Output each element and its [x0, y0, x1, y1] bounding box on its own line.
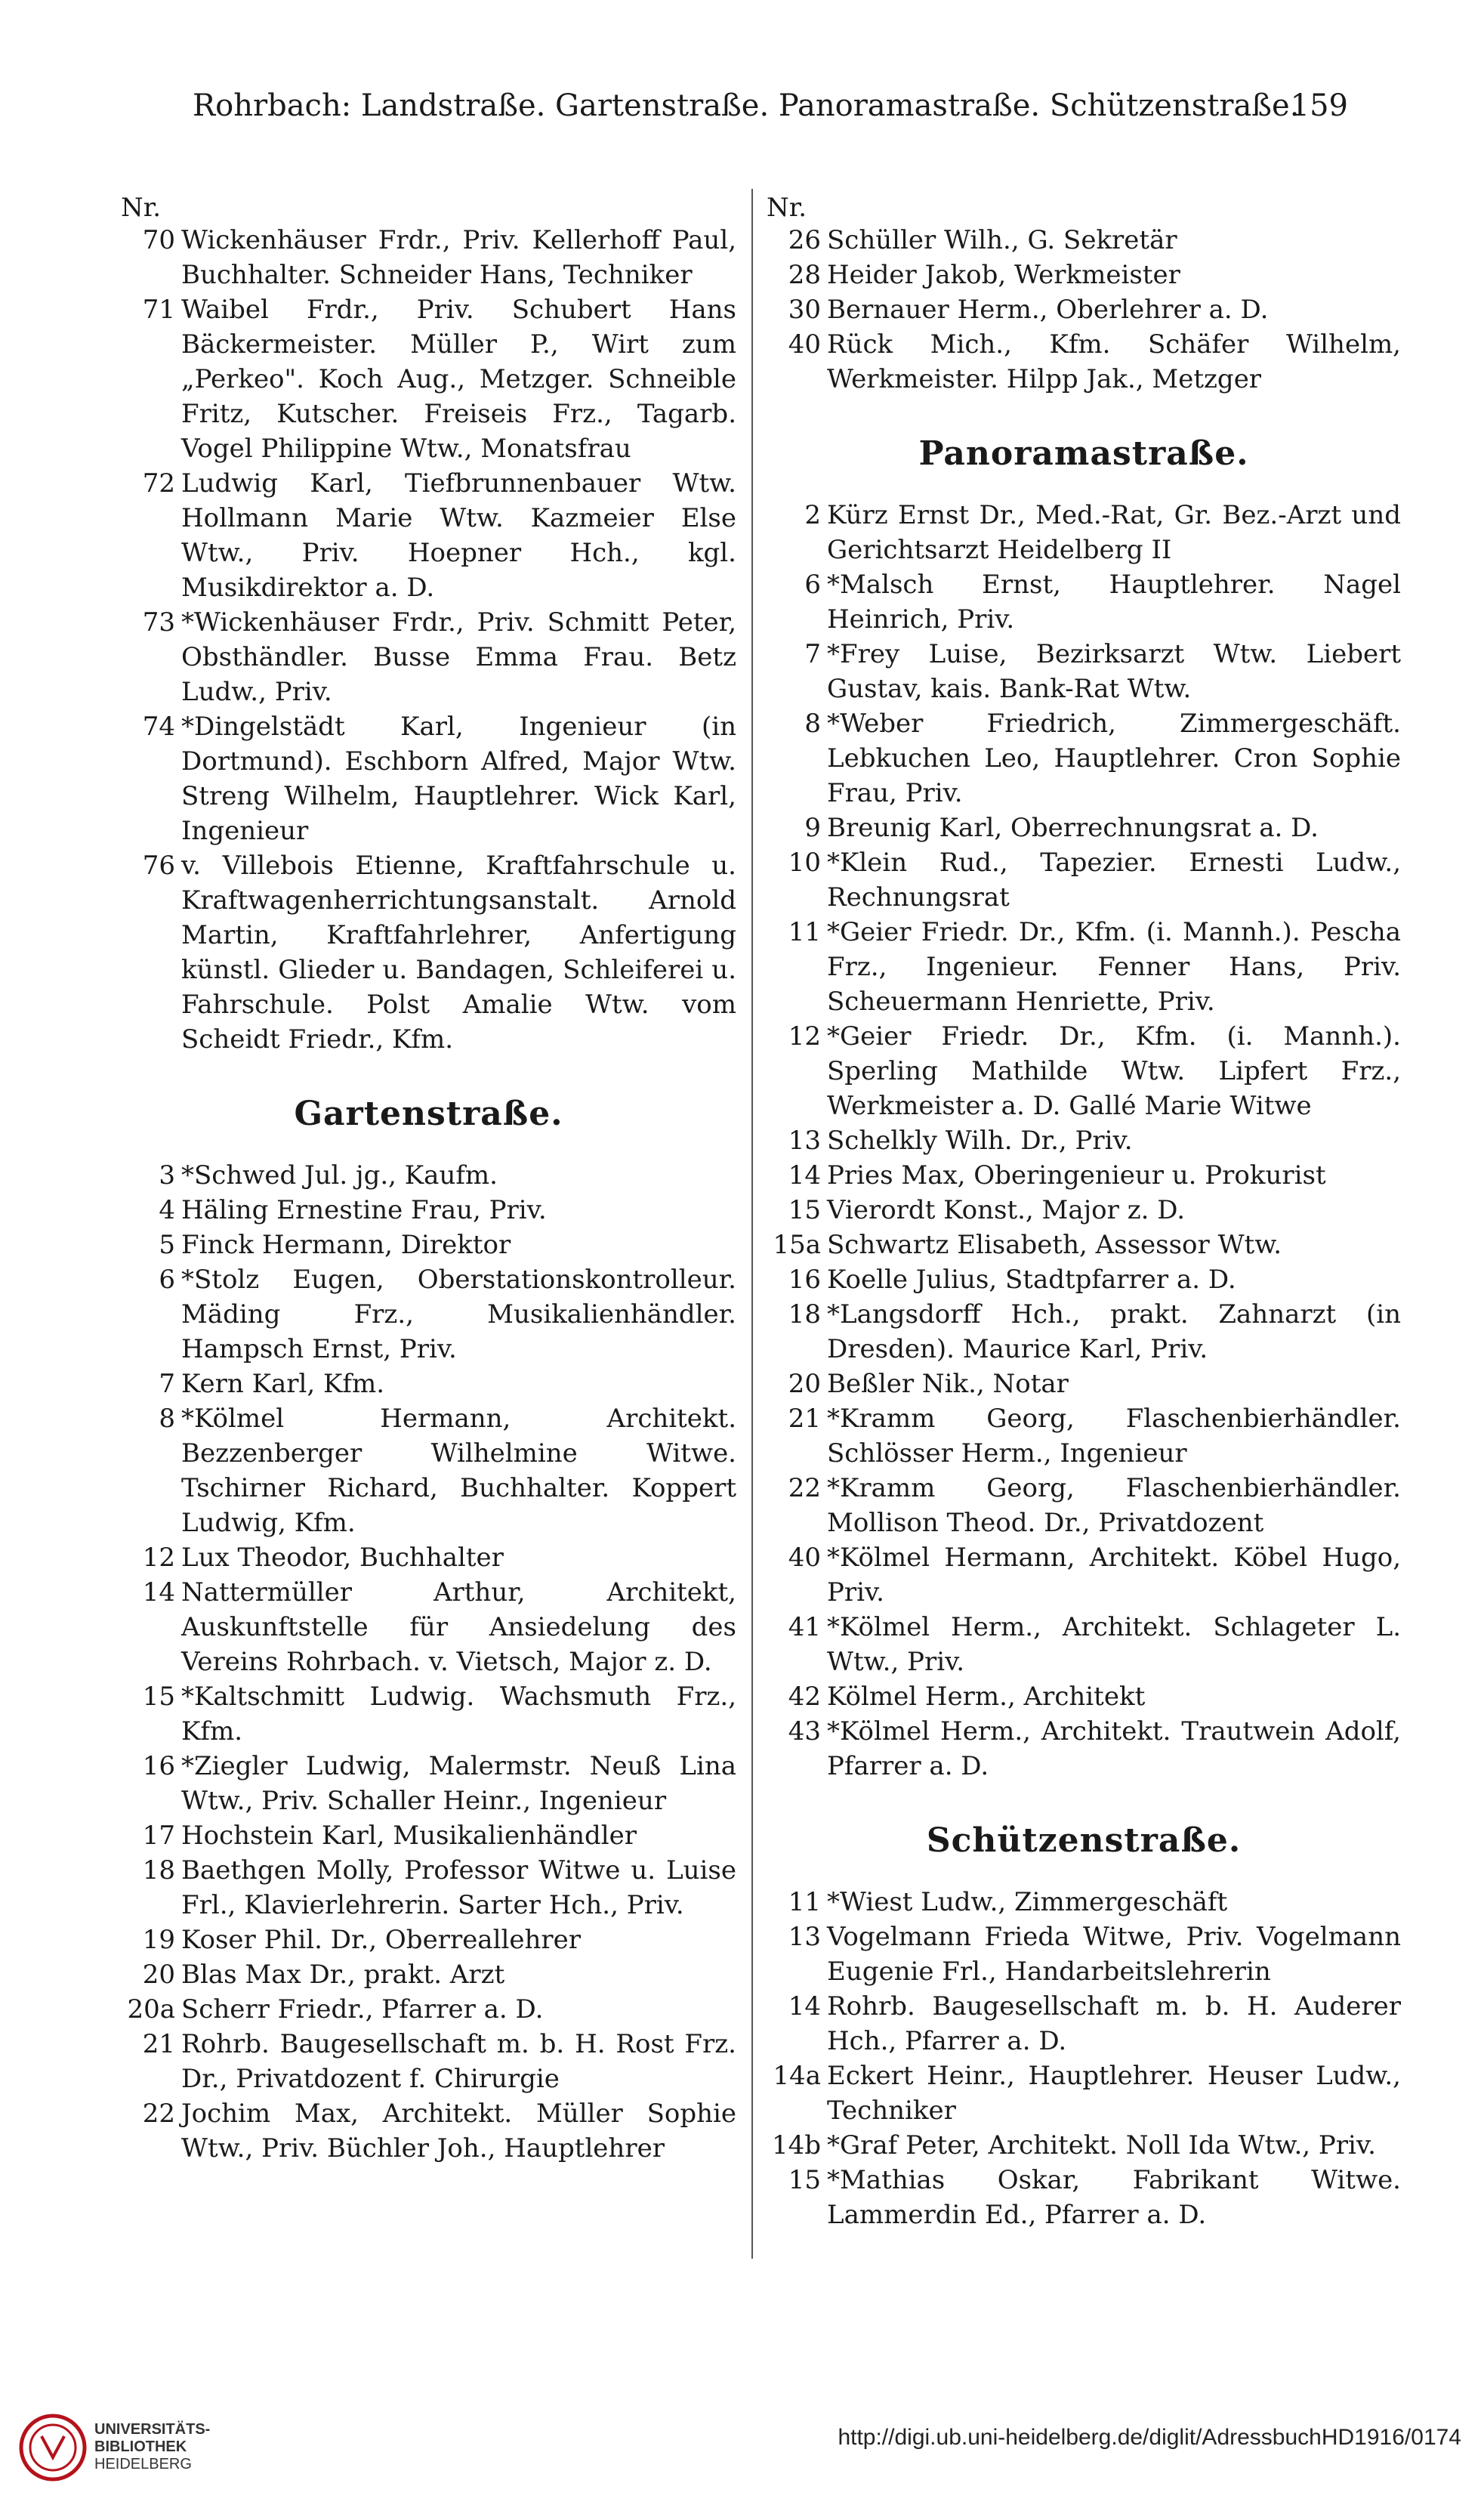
house-number: 5 [159, 1230, 175, 1260]
entries-schuetzenstrasse [767, 1885, 1401, 2232]
resident-listing: Kölmel Herm., Architekt [827, 1682, 1146, 1712]
directory-entry [767, 1019, 1401, 1123]
directory-entry [767, 1540, 1401, 1610]
resident-listing: Kern Karl, Kfm. [181, 1369, 385, 1399]
house-number: 76 [142, 851, 175, 881]
directory-entry [767, 498, 1401, 567]
resident-listing: *Weber Friedrich, Zimmergeschäft. Lebkuchen Leo, Hauptlehrer. Cron Sophie Frau, Priv. [827, 709, 1401, 808]
right-column [767, 193, 1401, 2232]
house-number: 71 [142, 295, 175, 325]
house-number: 21 [788, 1404, 821, 1434]
directory-entry [121, 1262, 736, 1367]
house-number: 42 [788, 1682, 821, 1712]
resident-listing: Rohrb. Baugesellschaft m. b. H. Rost Frz. Dr., Privatdozent f. Chirurgie [181, 2029, 736, 2094]
directory-entry [121, 1228, 736, 1262]
directory-entry [767, 1471, 1401, 1540]
directory-entry [767, 1610, 1401, 1679]
house-number: 18 [788, 1299, 821, 1330]
house-number: 7 [159, 1369, 175, 1399]
university-library-logo-icon [19, 2414, 87, 2482]
house-number: 26 [788, 225, 821, 255]
directory-entry [767, 2163, 1401, 2232]
resident-listing: Bernauer Herm., Oberlehrer a. D. [827, 295, 1269, 325]
source-url-link[interactable]: http://digi.ub.uni-heidelberg.de/diglit/AdressbuchHD1916/0174 [838, 2425, 1461, 2450]
resident-listing: Wickenhäuser Frdr., Priv. Kellerhoff Paul, Buchhalter. Schneider Hans, Techniker [181, 225, 736, 290]
house-number: 12 [142, 1543, 175, 1573]
house-number: 6 [159, 1265, 175, 1295]
resident-listing: *Geier Friedr. Dr., Kfm. (i. Mannh.). Sperling Mathilde Wtw. Lipfert Frz., Werkmeister a. D. Gallé Marie Witwe [827, 1021, 1401, 1121]
resident-listing: *Kölmel Herm., Architekt. Trautwein Adolf, Pfarrer a. D. [827, 1716, 1401, 1781]
directory-entry [767, 845, 1401, 915]
house-number: 14 [142, 1577, 175, 1608]
resident-listing: Schelkly Wilh. Dr., Priv. [827, 1126, 1133, 1156]
directory-entry [767, 1679, 1401, 1714]
directory-entry [767, 1297, 1401, 1367]
resident-listing: *Wiest Ludw., Zimmergeschäft [827, 1887, 1228, 1917]
resident-listing: v. Villebois Etienne, Kraftfahrschule u. Kraftwagenherrichtungsanstalt. Arnold Martin, Kraftfahrlehrer, Anfertigung künstl. Glieder u. Bandagen, Schleiferei u. Fahrschule. Polst Amalie Wtw. vom Scheidt Friedr., Kfm. [181, 851, 736, 1055]
resident-listing: Blas Max Dr., prakt. Arzt [181, 1960, 505, 1990]
footer [0, 2402, 1484, 2485]
house-number: 7 [804, 639, 821, 669]
resident-listing: Beßler Nik., Notar [827, 1369, 1069, 1399]
directory-entry [121, 2096, 736, 2166]
resident-listing: Vogelmann Frieda Witwe, Priv. Vogelmann Eugenie Frl., Handarbeitslehrerin [827, 1922, 1401, 1987]
resident-listing: Lux Theodor, Buchhalter [181, 1543, 504, 1573]
house-number: 15 [788, 1195, 821, 1225]
house-number: 20a [127, 1994, 175, 2025]
directory-entry [767, 1193, 1401, 1228]
house-number: 74 [142, 712, 175, 742]
section-title-schuetzenstrasse: Schützenstraße. [926, 1821, 1242, 1860]
directory-entry [767, 2128, 1401, 2163]
house-number: 73 [142, 607, 175, 638]
directory-entry [767, 1920, 1401, 1989]
directory-entry [121, 1575, 736, 1679]
directory-entry [121, 1818, 736, 1853]
directory-entry [767, 567, 1401, 637]
directory-entry [121, 1749, 736, 1818]
resident-listing: Hochstein Karl, Musikalienhändler [181, 1821, 637, 1851]
directory-entry [767, 1367, 1401, 1401]
resident-listing: *Dingelstädt Karl, Ingenieur (in Dortmund). Eschborn Alfred, Major Wtw. Streng Wilhelm, Hauptlehrer. Wick Karl, Ingenieur [181, 712, 736, 846]
house-number: 16 [788, 1265, 821, 1295]
resident-listing: Rück Mich., Kfm. Schäfer Wilhelm, Werkmeister. Hilpp Jak., Metzger [827, 329, 1401, 394]
house-number: 22 [788, 1473, 821, 1503]
resident-listing: *Langsdorff Hch., prakt. Zahnarzt (in Dresden). Maurice Karl, Priv. [827, 1299, 1401, 1364]
resident-listing: Finck Hermann, Direktor [181, 1230, 511, 1260]
directory-entry [767, 1158, 1401, 1193]
resident-listing: *Kaltschmitt Ludwig. Wachsmuth Frz., Kfm. [181, 1682, 736, 1747]
house-number: 18 [142, 1855, 175, 1886]
house-number: 14b [771, 2130, 821, 2160]
directory-entry [767, 915, 1401, 1019]
house-number: 72 [142, 468, 175, 499]
house-number: 4 [159, 1195, 175, 1225]
house-number: 2 [804, 500, 821, 530]
resident-listing: Schwartz Elisabeth, Assessor Wtw. [827, 1230, 1282, 1260]
resident-listing: *Ziegler Ludwig, Malermstr. Neuß Lina Wtw., Priv. Schaller Heinr., Ingenieur [181, 1751, 736, 1816]
directory-entry [767, 706, 1401, 811]
house-number: 15a [773, 1230, 821, 1260]
directory-entry [121, 1540, 736, 1575]
resident-listing: Baethgen Molly, Professor Witwe u. Luise Frl., Klavierlehrerin. Sarter Hch., Priv. [181, 1855, 736, 1920]
house-number: 14a [773, 2061, 821, 2091]
house-number: 13 [788, 1126, 821, 1156]
directory-entry [767, 1262, 1401, 1297]
left-column [121, 193, 736, 2166]
house-number: 11 [788, 1887, 821, 1917]
resident-listing: Rohrb. Baugesellschaft m. b. H. Auderer Hch., Pfarrer a. D. [827, 1991, 1401, 2056]
house-number: 14 [788, 1160, 821, 1191]
resident-listing: *Kölmel Herm., Architekt. Schlageter L. Wtw., Priv. [827, 1612, 1401, 1677]
house-number: 9 [804, 813, 821, 843]
house-number: 40 [788, 1543, 821, 1573]
house-number: 8 [159, 1404, 175, 1434]
column-divider [751, 189, 753, 2259]
entries-landstrasse [121, 223, 736, 1057]
resident-listing: Ludwig Karl, Tiefbrunnenbauer Wtw. Hollmann Marie Wtw. Kazmeier Else Wtw., Priv. Hoepner Hch., kgl. Musikdirektor a. D. [181, 468, 736, 603]
house-number: 70 [142, 225, 175, 255]
house-number: 3 [159, 1160, 175, 1191]
directory-entry [767, 1123, 1401, 1158]
directory-entry [121, 2027, 736, 2096]
page-number: 159 [1290, 88, 1348, 123]
resident-listing: Breunig Karl, Oberrechnungsrat a. D. [827, 813, 1319, 843]
resident-listing: Jochim Max, Architekt. Müller Sophie Wtw., Priv. Büchler Joh., Hauptlehrer [181, 2099, 736, 2164]
house-number: 12 [788, 1021, 821, 1052]
directory-entry [121, 1158, 736, 1193]
resident-listing: Kürz Ernst Dr., Med.-Rat, Gr. Bez.-Arzt und Gerichtsarzt Heidelberg II [827, 500, 1401, 565]
directory-entry [121, 1679, 736, 1749]
directory-entry [121, 1853, 736, 1923]
directory-entry [767, 1401, 1401, 1471]
directory-entry [121, 605, 736, 709]
resident-listing: Waibel Frdr., Priv. Schubert Hans Bäckermeister. Müller P., Wirt zum „Perkeo". Koch Aug., Metzger. Schneible Fritz, Kutscher. Freiseis Frz., Tagarb. Vogel Philippine Wtw., Monatsfrau [181, 295, 736, 464]
resident-listing: *Kölmel Hermann, Architekt. Bezzenberger Wilhelmine Witwe. Tschirner Richard, Buchhalter. Koppert Ludwig, Kfm. [181, 1404, 736, 1538]
house-number: 13 [788, 1922, 821, 1952]
resident-listing: Häling Ernestine Frau, Priv. [181, 1195, 547, 1225]
section-title-panoramastrasse: Panoramastraße. [918, 434, 1249, 473]
section-title-gartenstrasse: Gartenstraße. [294, 1095, 563, 1133]
resident-listing: Eckert Heinr., Hauptlehrer. Heuser Ludw., Techniker [827, 2061, 1401, 2126]
resident-listing: *Mathias Oskar, Fabrikant Witwe. Lammerdin Ed., Pfarrer a. D. [827, 2165, 1401, 2230]
directory-entry [121, 1992, 736, 2027]
directory-entry [767, 1885, 1401, 1920]
house-number: 17 [142, 1821, 175, 1851]
directory-entry [767, 327, 1401, 397]
resident-listing: *Wickenhäuser Frdr., Priv. Schmitt Peter, Obsthändler. Busse Emma Frau. Betz Ludw., Priv. [181, 607, 736, 707]
house-number: 20 [788, 1369, 821, 1399]
resident-listing: Nattermüller Arthur, Architekt, Auskunftstelle für Ansiedelung des Vereins Rohrbach. v. Vietsch, Major z. D. [181, 1577, 736, 1677]
library-name-line3: HEIDELBERG [94, 2456, 192, 2472]
resident-listing: *Malsch Ernst, Hauptlehrer. Nagel Heinrich, Priv. [827, 570, 1401, 635]
directory-entry [121, 709, 736, 848]
directory-entry [121, 848, 736, 1057]
resident-listing: *Graf Peter, Architekt. Noll Ida Wtw., Priv. [827, 2130, 1376, 2160]
resident-listing: *Klein Rud., Tapezier. Ernesti Ludw., Rechnungsrat [827, 848, 1401, 913]
house-number: 21 [142, 2029, 175, 2059]
resident-listing: Koelle Julius, Stadtpfarrer a. D. [827, 1265, 1236, 1295]
running-title: Rohrbach: Landstraße. Gartenstraße. Panoramastraße. Schützenstraße. [193, 88, 1300, 123]
house-number: 8 [804, 709, 821, 739]
house-number: 15 [142, 1682, 175, 1712]
library-name [94, 2421, 210, 2473]
resident-listing: Heider Jakob, Werkmeister [827, 260, 1180, 290]
page-header [193, 79, 1348, 132]
house-number: 40 [788, 329, 821, 360]
library-name-line2: BIBLIOTHEK [94, 2438, 187, 2455]
directory-entry [767, 2059, 1401, 2128]
directory-entry [767, 811, 1401, 845]
resident-listing: *Kramm Georg, Flaschenbierhändler. Mollison Theod. Dr., Privatdozent [827, 1473, 1401, 1538]
resident-listing: Pries Max, Oberingenieur u. Prokurist [827, 1160, 1326, 1191]
nr-label: Nr. [121, 193, 162, 223]
entries-gartenstrasse [121, 1158, 736, 2166]
directory-entry [121, 1923, 736, 1957]
house-number: 41 [788, 1612, 821, 1642]
directory-entry [767, 1989, 1401, 2059]
directory-entry [121, 1367, 736, 1401]
house-number: 20 [142, 1960, 175, 1990]
house-number: 22 [142, 2099, 175, 2129]
house-number: 28 [788, 260, 821, 290]
house-number: 43 [788, 1716, 821, 1747]
directory-entry [767, 1714, 1401, 1784]
directory-entry [121, 292, 736, 466]
directory-entry [121, 1401, 736, 1540]
nr-label: Nr. [767, 193, 807, 223]
house-number: 16 [142, 1751, 175, 1781]
directory-entry [767, 292, 1401, 327]
house-number: 14 [788, 1991, 821, 2021]
resident-listing: *Geier Friedr. Dr., Kfm. (i. Mannh.). Pescha Frz., Ingenieur. Fenner Hans, Priv. Scheuermann Henriette, Priv. [827, 917, 1401, 1017]
resident-listing: Scherr Friedr., Pfarrer a. D. [181, 1994, 544, 2025]
directory-entry [121, 223, 736, 292]
directory-entry [767, 637, 1401, 706]
resident-listing: *Frey Luise, Bezirksarzt Wtw. Liebert Gustav, kais. Bank-Rat Wtw. [827, 639, 1401, 704]
directory-entry [767, 1228, 1401, 1262]
entries-landstrasse-cont [767, 223, 1401, 397]
directory-entry [121, 1193, 736, 1228]
directory-entry [121, 1957, 736, 1992]
house-number: 15 [788, 2165, 821, 2195]
resident-listing: *Stolz Eugen, Oberstationskontrolleur. Mäding Frz., Musikalienhändler. Hampsch Ernst, Priv. [181, 1265, 736, 1364]
resident-listing: Schüller Wilh., G. Sekretär [827, 225, 1177, 255]
directory-entry [767, 223, 1401, 258]
directory-entry [121, 466, 736, 605]
resident-listing: *Kölmel Hermann, Architekt. Köbel Hugo, Priv. [827, 1543, 1401, 1608]
directory-entry [767, 258, 1401, 292]
house-number: 19 [142, 1925, 175, 1955]
house-number: 10 [788, 848, 821, 878]
house-number: 30 [788, 295, 821, 325]
entries-panoramastrasse [767, 498, 1401, 1784]
resident-listing: Vierordt Konst., Major z. D. [827, 1195, 1186, 1225]
library-name-line1: UNIVERSITÄTS- [94, 2421, 211, 2438]
house-number: 11 [788, 917, 821, 947]
resident-listing: Koser Phil. Dr., Oberreallehrer [181, 1925, 581, 1955]
house-number: 6 [804, 570, 821, 600]
resident-listing: *Schwed Jul. jg., Kaufm. [181, 1160, 498, 1191]
resident-listing: *Kramm Georg, Flaschenbierhändler. Schlösser Herm., Ingenieur [827, 1404, 1401, 1469]
